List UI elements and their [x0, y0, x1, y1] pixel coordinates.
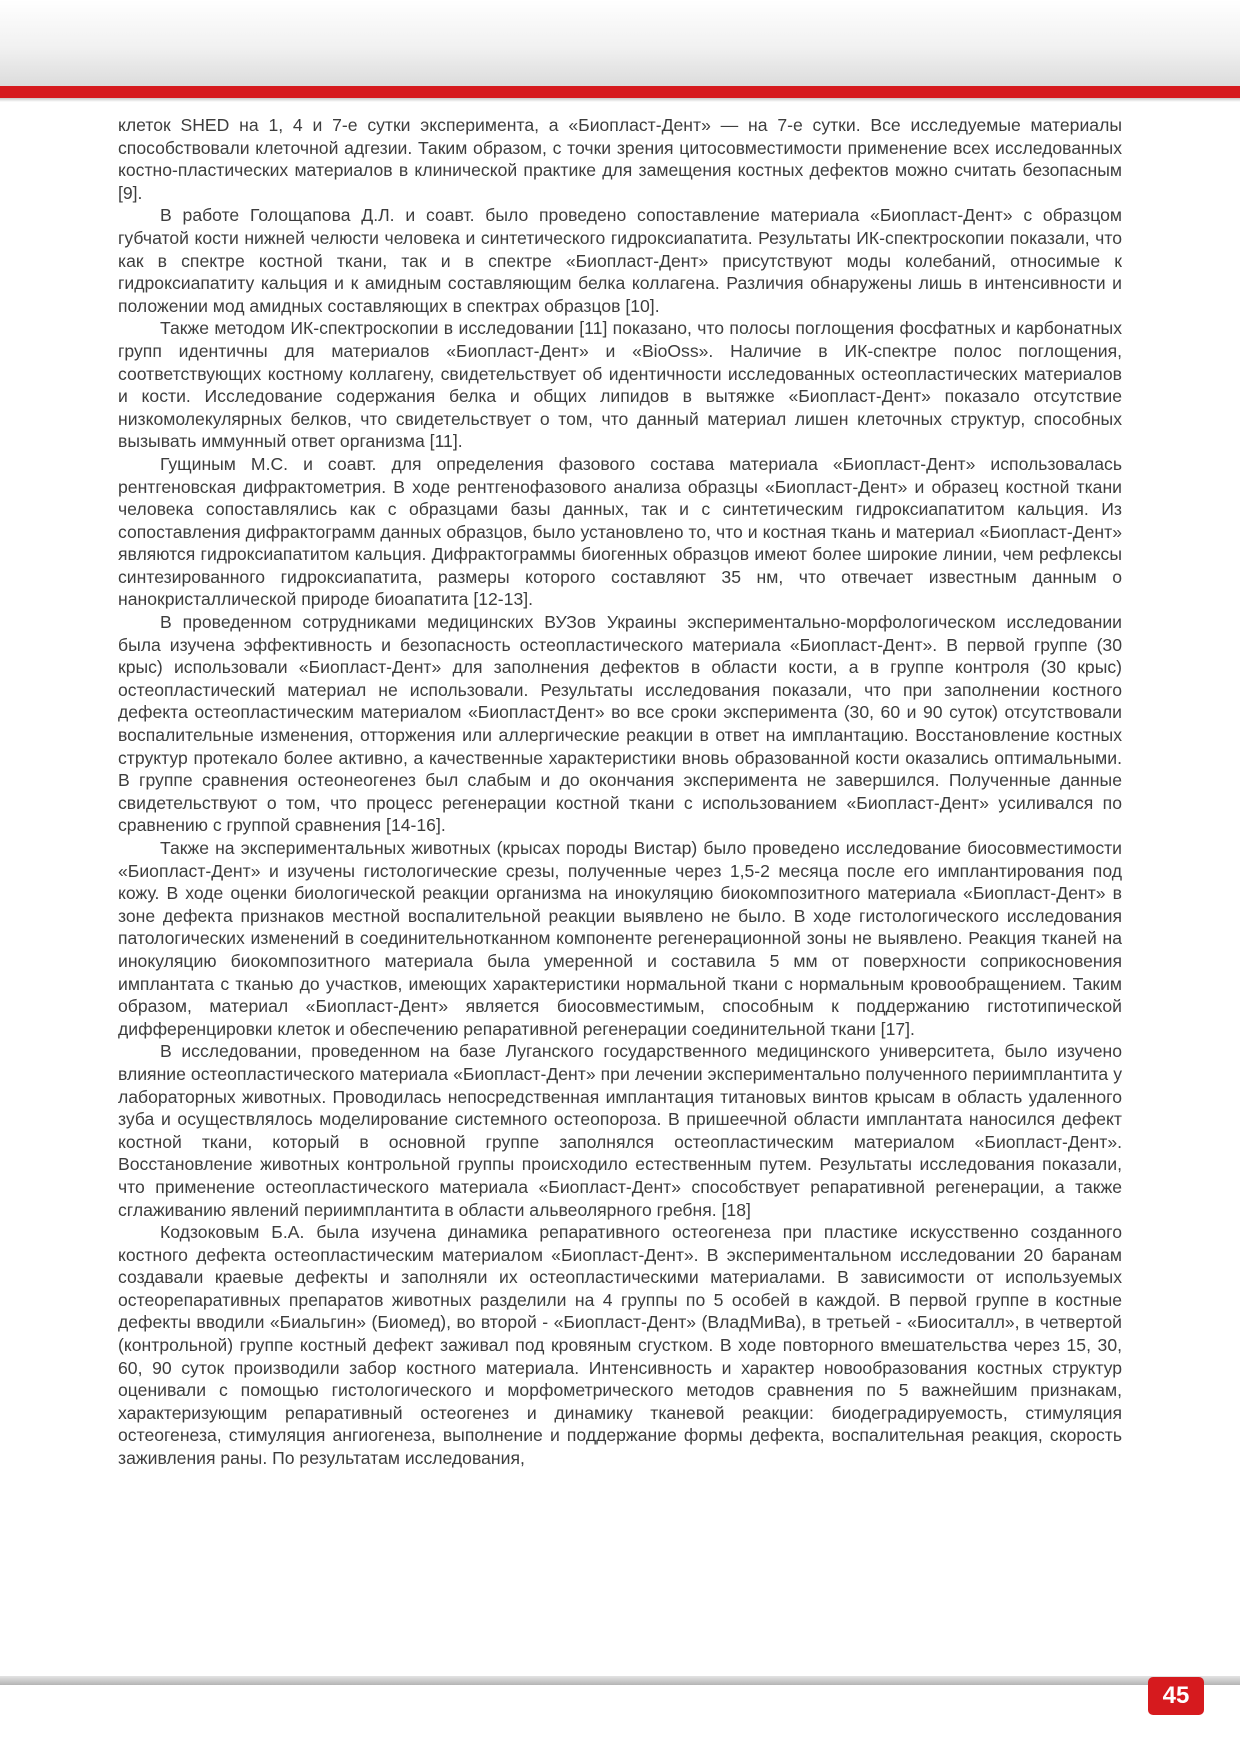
- header-red-stripe: [0, 86, 1240, 98]
- article-body: [118, 114, 1122, 1470]
- paragraph-4: Гущиным М.С. и соавт. для определения фазового состава материала «Биопласт-Дент» использовалась рентгеновская дифрактометрия. В ходе рентгенофазового анализа образцы «Биопласт-Дент» и образец костной ткани человека сопоставлялись как с образцами базы данных, так и с синтетическим гидроксиапатитом кальция. Из сопоставления дифрактограмм данных образцов, было установлено то, что и костная ткань и материал «Биопласт-Дент» являются гидроксиапатитом кальция. Дифрактограммы биогенных образцов имеют более широкие линии, чем рефлексы синтезированного гидроксиапатита, размеры которого составляют 35 нм, что отвечает известным данным о нанокристаллической природе биоапатита [12-13].: [118, 453, 1122, 610]
- paragraph-7: В исследовании, проведенном на базе Луганского государственного медицинского университета, было изучено влияние остеопластического материала «Биопласт-Дент» при лечении экспериментально полученного периимплантита у лабораторных животных. Проводилась непосредственная имплантация титановых винтов крысам в область удаленного зуба и осуществлялось моделирование системного остеопороза. В пришеечной области имплантата наносился дефект костной ткани, который в основной группе заполнялся остеопластическим материалом «Биопласт-Дент». Восстановление животных контрольной группы происходило естественным путем. Результаты исследования показали, что применение остеопластического материала «Биопласт-Дент» способствует репаративной регенерации, а также сглаживанию явлений периимплантита в области альвеолярного гребня. [18]: [118, 1041, 1122, 1220]
- header-band: [0, 0, 1240, 86]
- paragraph-8: Кодзоковым Б.А. была изучена динамика репаративного остеогенеза при пластике искусственно созданного костного дефекта остеопластическим материалом «Биопласт-Дент». В экспериментальном исследовании 20 баранам создавали краевые дефекты и заполняли их остеопластическими материалами. В зависимости от используемых остеорепаративных препаратов животных разделили на 4 группы по 5 особей в каждой. В первой группе в костные дефекты вводили «Биальгин» (Биомед), во второй - «Биопласт-Дент» (ВладМиВа), в третьей - «Биоситалл», в четвертой (контрольной) группе костный дефект заживал под кровяным сгустком. В ходе повторного вмешательства через 15, 30, 60, 90 суток производили забор костного материала. Интенсивность и характер новообразования костных структур оценивали с помощью гистологического и морфометрического методов сравнения по 5 важнейшим признакам, характеризующим репаративный остеогенез и динамику тканевой реакции: биодеградируемость, стимуляция остеогенеза, стимуляция ангиогенеза, выполнение и поддержание формы дефекта, воспалительная реакция, скорость заживления раны. По результатам исследования,: [118, 1222, 1122, 1469]
- paragraph-6: Также на экспериментальных животных (крысах породы Вистар) было проведено исследование биосовместимости «Биопласт-Дент» и изучены гистологические срезы, полученные через 1,5-2 месяца после его имплантирования под кожу. В ходе оценки биологической реакции организма на инокуляцию биокомпозитного материала «Биопласт-Дент» в зоне дефекта признаков местной воспалительной реакции выявлено не было. В ходе гистологического исследования патологических изменений в соединительнотканном компоненте регенерационной зоны не выявлено. Реакция тканей на инокуляцию биокомпозитного материала была умеренной и составила 5 мм от поверхности соприкосновения имплантата с тканью до участков, имеющих характеристики нормальной ткани с нормальным кровообращением. Таким образом, материал «Биопласт-Дент» является биосовместимым, способным к поддержанию гистотипической дифференцировки клеток и обеспечению репаративной регенерации соединительной ткани [17].: [118, 838, 1122, 1039]
- paragraph-2: В работе Голощапова Д.Л. и соавт. было проведено сопоставление материала «Биопласт-Дент» с образцом губчатой кости нижней челюсти человека и синтетического гидроксиапатита. Результаты ИК-спектроскопии показали, что как в спектре костной ткани, так и в спектре «Биопласт-Дент» присутствуют моды колебаний, относимые к гидроксиапатиту кальция и к амидным составляющим белка коллагена. Различия обнаружены лишь в интенсивности и положении мод амидных составляющих в спектрах образцов [10].: [118, 205, 1122, 316]
- footer-line: [0, 1676, 1240, 1685]
- paragraph-1: клеток SHED на 1, 4 и 7-е сутки эксперимента, а «Биопласт-Дент» — на 7-е сутки. Все исследуемые материалы способствовали клеточной адгезии. Таким образом, с точки зрения цитосовместимости применение всех исследованных костно-пластических материалов в клинической практике для замещения костных дефектов можно считать безопасным [9].: [118, 115, 1122, 203]
- header-shadow: [0, 98, 1240, 102]
- page-number: 45: [1148, 1677, 1204, 1715]
- paragraph-3: Также методом ИК-спектроскопии в исследовании [11] показано, что полосы поглощения фосфатных и карбонатных групп идентичны для материалов «Биопласт-Дент» и «BioOss». Наличие в ИК-спектре полос поглощения, соответствующих костному коллагену, свидетельствует об идентичности исследованных остеопластических материалов и кости. Исследование содержания белка и общих липидов в вытяжке «Биопласт-Дент» показало отсутствие низкомолекулярных белков, что свидетельствует о том, что данный материал лишен клеточных структур, способных вызывать иммунный ответ организма [11].: [118, 318, 1122, 452]
- paragraph-5: В проведенном сотрудниками медицинских ВУЗов Украины экспериментально-морфологическом исследовании была изучена эффективность и безопасность остеопластического материала «Биопласт-Дент». В первой группе (30 крыс) использовали «Биопласт-Дент» для заполнения дефектов в области кости, а в группе контроля (30 крыс) остеопластический материал не использовали. Результаты исследования показали, что при заполнении костного дефекта остеопластическим материалом «БиопластДент» во все сроки эксперимента (30, 60 и 90 суток) отсутствовали воспалительные изменения, отторжения или аллергические реакции в ответ на имплантацию. Восстановление костных структур протекало более активно, а качественные характеристики вновь образованной кости оказались оптимальными. В группе сравнения остеонеогенез был слабым и до окончания эксперимента не завершился. Полученные данные свидетельствуют о том, что процесс регенерации костной ткани с использованием «Биопласт-Дент» усиливался по сравнению с группой сравнения [14-16].: [118, 612, 1122, 836]
